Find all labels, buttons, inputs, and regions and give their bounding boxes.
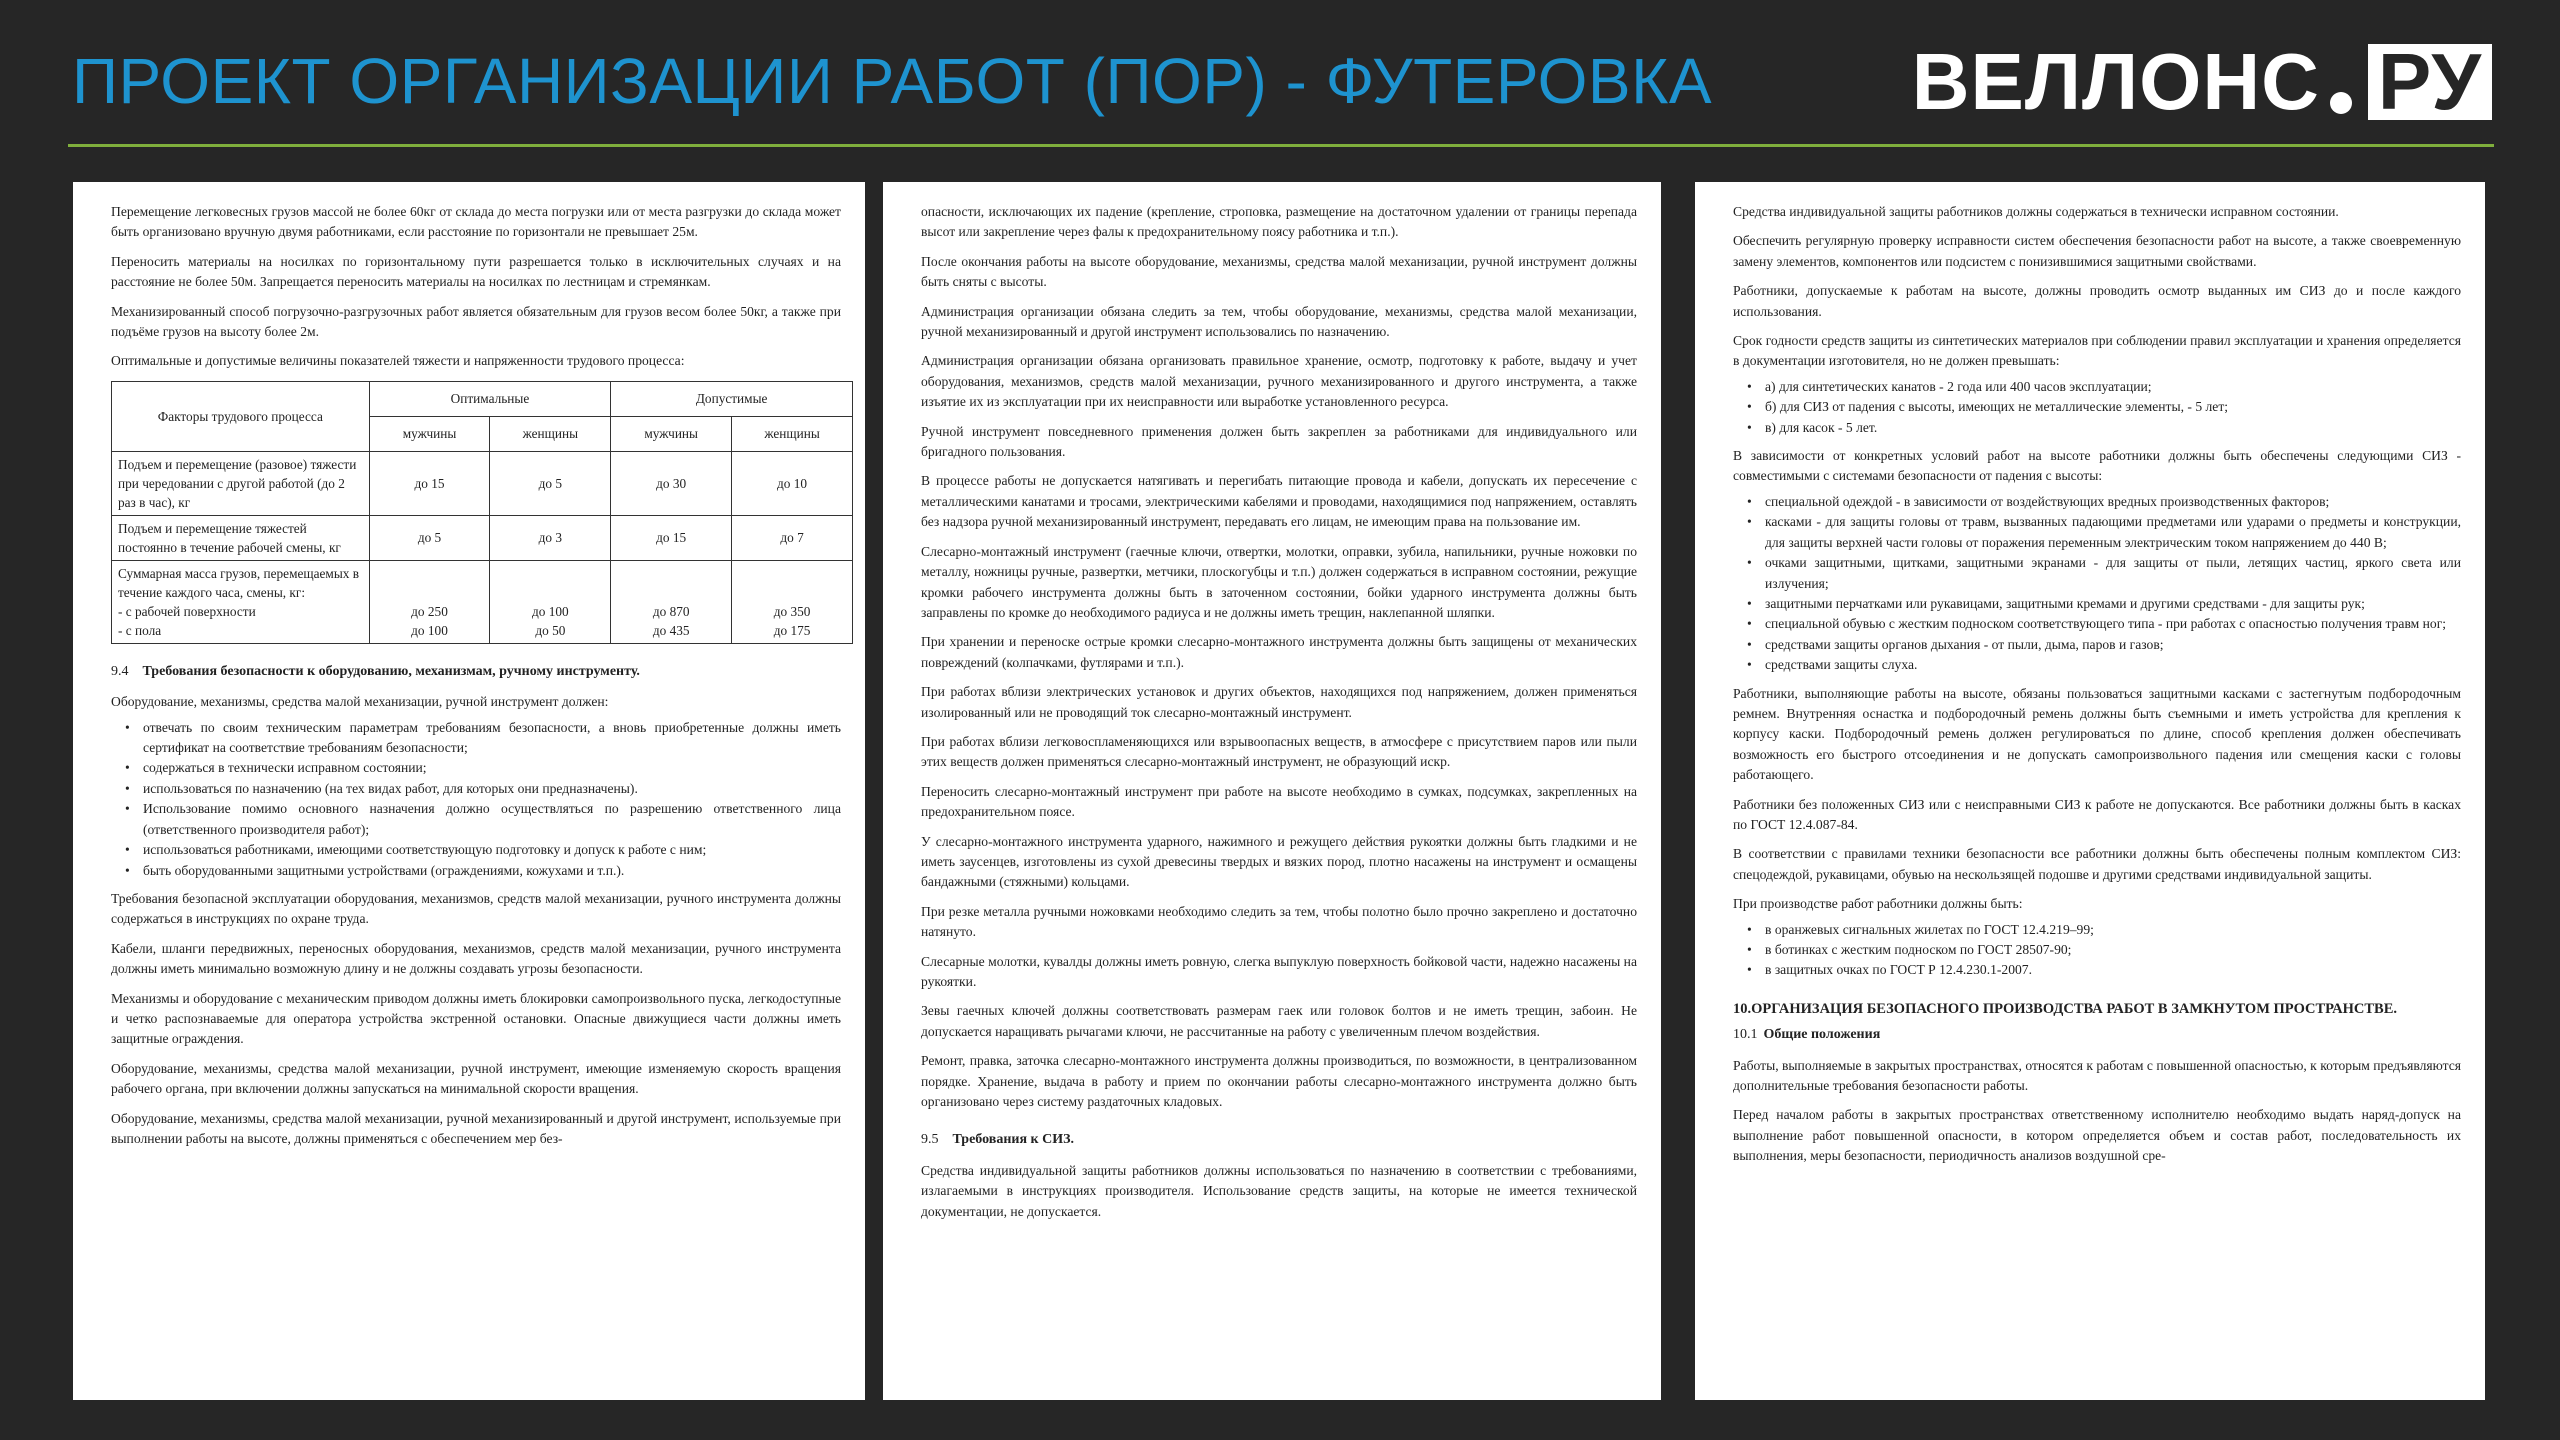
header-men: мужчины	[611, 416, 732, 451]
list-item: • защитными перчатками или рукавицами, защитными кремами и другими средствами - для защиты рук;	[1733, 594, 2461, 614]
paragraph: Средства индивидуальной защиты работников должны использоваться по назначению в соответствии с требованиями, излагаемыми в инструкциях производителя. Использование средств защиты, на которые не имеется технической документации, не допускается.	[921, 1162, 1637, 1219]
list-item: • отвечать по своим техническим параметрам требованиям безопасности, а вновь приобретенные должны иметь сертификат на соответствие требованиям безопасности;	[111, 718, 841, 759]
paragraph: Ручной инструмент повседневного применения должен быть закреплен за работниками для индивидуального или бригадного пользования.	[921, 423, 1637, 460]
cell: до 30	[611, 451, 732, 515]
list-item: • содержаться в технически исправном состоянии;	[111, 758, 841, 778]
workload-table	[111, 381, 853, 644]
paragraph: Оборудование, механизмы, средства малой механизации, ручной инструмент, имеющие изменяемую скорость вращения рабочего органа, при включении должны запускаться на минимальной скорости вращения.	[111, 1060, 841, 1097]
list-item: • в ботинках с жестким подноском по ГОСТ 28507-90;	[1733, 940, 2461, 960]
logo-text: ВЕЛЛОНС	[1911, 37, 2320, 126]
paragraph: При резке металла ручными ножовками необходимо следить за тем, чтобы полотно было прочно закреплено и достаточно натянуто.	[921, 903, 1637, 940]
document-page-1[interactable]	[73, 182, 865, 1400]
paragraph: Требования безопасной эксплуатации оборудования, механизмов, средств малой механизации, ручного инструмента должны содержаться в инструкциях по охране труда.	[111, 890, 841, 927]
paragraph: Ремонт, правка, заточка слесарно-монтажного инструмента должны производиться, по возможности, в централизованном порядке. Хранение, выдача в работу и прием по окончании работы слесарно-монтажного инструмента должно быть организовано через систему раздаточных кладовых.	[921, 1053, 1637, 1110]
paragraph: Зевы гаечных ключей должны соответствовать размерам гаек или головок болтов и не иметь трещин, забоин. Не допускается наращивать рычагами ключи, не рассчитанные на работу с увеличенным плечом воздействия.	[921, 1003, 1637, 1039]
row-label: Подъем и перемещение (разовое) тяжести при чередовании с другой работой (до 2 раз в час), кг	[112, 451, 370, 515]
list-item: • б) для СИЗ от падения с высоты, имеющих не металлические элементы, - 5 лет;	[1733, 397, 2461, 417]
paragraph: Срок годности средств защиты из синтетических материалов при соблюдении правил эксплуатации и хранения определяется в документации изготовителя, но не должен превышать:	[1733, 333, 2461, 369]
paragraph: Работники, выполняющие работы на высоте, обязаны пользоваться защитными касками с застегнутым подбородочным ремнем. Внутренняя оснастка и подбородочный ремень должны быть съемными и иметь устройства для крепления к корпусу каски. Подбородочный ремень должен регулироваться по длине, способ крепления должен обеспечивать возможность его быстрого отсоединения и не допускать самопроизвольного падения или смещения каски с головы работающего.	[1733, 685, 2461, 783]
cell: до 7	[732, 515, 853, 560]
paragraph: Работы, выполняемые в закрытых пространствах, относятся к работам с повышенной опасностью, к которым предъявляются дополнительные требования безопасности работы.	[1733, 1057, 2461, 1094]
row-label-sub: - с рабочей поверхности	[118, 603, 256, 619]
paragraph: В процессе работы не допускается натягивать и перегибать питающие провода и кабели, допускать их пересечение с металлическими канатами и тросами, электрическими кабелями и проводами, находящимися под напряжением, оставлять без надзора ручной механизированный инструмент, передавать его лицам, не имеющим права на пользование им.	[921, 473, 1637, 530]
list-item: • быть оборудованными защитными устройствами (ограждениями, кожухами и т.п.).	[111, 861, 841, 881]
header-women: женщины	[490, 416, 611, 451]
document-page-2[interactable]	[883, 182, 1661, 1400]
row-label-main: Суммарная масса грузов, перемещаемых в течение каждого часа, смены, кг:	[118, 565, 360, 600]
paragraph: Перед началом работы в закрытых пространствах ответственному исполнителю необходимо выдать наряд-допуск на выполнение работ повышенной опасности, в котором определяется объем и состав работ, последовательность их выполнения, меры безопасности, периодичность анализов воздушной сре-	[1733, 1107, 2461, 1164]
list-item: • а) для синтетических канатов - 2 года или 400 часов эксплуатации;	[1733, 377, 2461, 397]
list-item: • очками защитными, щитками, защитными экранами - для защиты от пыли, летящих частиц, яркого света или излучения;	[1733, 553, 2461, 594]
paragraph: Оптимальные и допустимые величины показателей тяжести и напряженности трудового процесса:	[111, 353, 685, 369]
paragraph: Механизированный способ погрузочно-разгрузочных работ является обязательным для грузов весом более 50кг, а также при подъёме грузов на высоту более 2м.	[111, 303, 841, 340]
cell: до 5	[490, 451, 611, 515]
paragraph: При производстве работ работники должны быть:	[1733, 896, 2023, 912]
header-divider	[68, 144, 2494, 147]
page-title: ПРОЕКТ ОРГАНИЗАЦИИ РАБОТ (ПОР) - ФУТЕРОВКА	[72, 45, 1713, 117]
cell: до 250 до 100	[369, 560, 490, 643]
paragraph: Оборудование, механизмы, средства малой механизации, ручной механизированный и другой инструмент, используемые при выполнении работы на высоте, должны применяться с обеспечением мер без-	[111, 1110, 841, 1146]
table-row	[112, 515, 853, 560]
logo-domain: РУ	[2368, 44, 2492, 120]
paragraph: После окончания работы на высоте оборудование, механизмы, средства малой механизации, ручной инструмент должны быть сняты с высоты.	[921, 253, 1637, 290]
header-factor: Факторы трудового процесса	[112, 381, 370, 451]
section-heading-9-5: 9.5 Требования к СИЗ.	[921, 1132, 1074, 1148]
section-heading-10-1: 10.1 Общие положения	[1733, 1027, 1881, 1043]
gear-list	[1733, 920, 2461, 981]
section-heading-10: 10.ОРГАНИЗАЦИЯ БЕЗОПАСНОГО ПРОИЗВОДСТВА РАБОТ В ЗАМКНУТОМ ПРОСТРАНСТВЕ.	[1733, 1000, 2398, 1017]
header-allowed: Допустимые	[611, 381, 853, 416]
list-item: • использоваться по назначению (на тех видах работ, для которых они предназначены).	[111, 779, 841, 799]
list-item: • средствами защиты слуха.	[1733, 655, 2461, 675]
list-item: • в оранжевых сигнальных жилетах по ГОСТ 12.4.219–99;	[1733, 920, 2461, 940]
paragraph: Администрация организации обязана организовать правильное хранение, осмотр, подготовку к работе, выдачу и учет оборудования, механизмов, средств малой механизации, ручного механизированного и другого инструмента, а также изъятие их из эксплуатации при их неисправности или выработке установленного ресурса.	[921, 353, 1637, 410]
paragraph: В зависимости от конкретных условий работ на высоте работники должны быть обеспечены следующими СИЗ - совместимыми с системами безопасности от падения с высоты:	[1733, 448, 2461, 484]
logo[interactable]	[1911, 37, 2492, 126]
paragraph: При работах вблизи электрических установок и других объектов, находящихся под напряжением, должен применяться изолированный или не проводящий ток слесарно-монтажный инструмент.	[921, 684, 1637, 720]
paragraph: У слесарно-монтажного инструмента ударного, нажимного и режущего действия рукоятки должны быть гладкими и не иметь заусенцев, изготовлены из сухой древесины твердых и вязких пород, плотно насажены на инструмент и осмащены бандажными (стяжными) кольцами.	[921, 833, 1637, 890]
paragraph: опасности, исключающих их падение (крепление, строповка, размещение на достаточном удалении от границы перепада высот или закрепление через фалы к предохранительному поясу работника и т.п.).	[921, 204, 1637, 240]
table-header-row	[112, 381, 853, 416]
paragraph: Переносить слесарно-монтажный инструмент при работе на высоте необходимо в сумках, подсумках, закрепленных на предохранительном поясе.	[921, 783, 1637, 820]
list-item: • Использование помимо основного назначения должно осуществляться по разрешению ответственного лица (ответственного производителя работ);	[111, 799, 841, 840]
list-item: • специальной одеждой - в зависимости от воздействующих вредных производственных факторов;	[1733, 492, 2461, 512]
cell: до 5	[369, 515, 490, 560]
cell: до 100 до 50	[490, 560, 611, 643]
paragraph: Средства индивидуальной защиты работников должны содержаться в технически исправном состоянии.	[1733, 204, 2339, 219]
document-page-3[interactable]	[1695, 182, 2485, 1400]
cell: до 10	[732, 451, 853, 515]
paragraph: Кабели, шланги передвижных, переносных оборудования, механизмов, средств малой механизации, ручного инструмента должны иметь минимально возможную длину и не должны создавать угрозы безопасности.	[111, 940, 841, 977]
row-label-sub: - с пола	[118, 622, 162, 638]
list-item: • средствами защиты органов дыхания - от пыли, дыма, паров и газов;	[1733, 635, 2461, 655]
paragraph: Оборудование, механизмы, средства малой механизации, ручной инструмент должен:	[111, 694, 609, 710]
logo-dot-icon	[2330, 92, 2352, 114]
paragraph: Обеспечить регулярную проверку исправности систем обеспечения безопасности работ на высоте, а также своевременную замену элементов, компонентов или подсистем с понизившимися защитными свойствами.	[1733, 233, 2461, 269]
header	[72, 37, 2492, 140]
paragraph: При хранении и переноске острые кромки слесарно-монтажного инструмента должны быть защищены от механических повреждений (колпачками, футлярами и т.п.).	[921, 634, 1637, 670]
row-label: Подъем и перемещение тяжестей постоянно в течение рабочей смены, кг	[112, 515, 370, 560]
header-women: женщины	[732, 416, 853, 451]
row-label	[112, 560, 370, 643]
paragraph: В соответствии с правилами техники безопасности все работники должны быть обеспечены полным комплектом СИЗ: спецодеждой, рукавицами, обувью на нескользящей подошве и другими средствами индивидуальной защиты.	[1733, 846, 2461, 882]
paragraph: Администрация организации обязана следить за тем, чтобы оборудование, механизмы, средства малой механизации, ручной механизированный и другой инструмент использовались по назначению.	[921, 303, 1637, 340]
cell: до 15	[611, 515, 732, 560]
table-row	[112, 451, 853, 515]
paragraph: Переносить материалы на носилках по горизонтальному пути разрешается только в исключительных случаях и на расстояние не более 50м. Запрещается переносить материалы на носилках по лестницам и стремянкам.	[111, 253, 841, 290]
cell: до 15	[369, 451, 490, 515]
list-item: • использоваться работниками, имеющими соответствующую подготовку и допуск к работе с ним;	[111, 840, 841, 860]
paragraph: При работах вблизи легковоспламеняющихся или взрывоопасных веществ, в атмосфере с присутствием паров или пыли этих веществ должен применяться слесарно-монтажный инструмент, не образующий искр.	[921, 733, 1637, 770]
expiry-list	[1733, 377, 2461, 438]
table-row	[112, 560, 853, 643]
paragraph: Механизмы и оборудование с механическим приводом должны иметь блокировки самопроизвольного пуска, легкодоступные и четко распознаваемые для оператора устройства экстренной остановки. Опасные движущиеся части должны иметь защитные ограждения.	[111, 990, 841, 1047]
paragraph: Перемещение легковесных грузов массой не более 60кг от склада до места погрузки или от места разгрузки до склада может быть организовано вручную двумя работниками, если расстояние по горизонтали не превышает 25м.	[111, 204, 841, 240]
paragraph: Работники без положенных СИЗ или с неисправными СИЗ к работе не допускаются. Все работники должны быть в касках по ГОСТ 12.4.087-84.	[1733, 796, 2461, 832]
list-item: • специальной обувью с жестким подноском соответствующего типа - при работах с опасностью получения травм ног;	[1733, 614, 2461, 634]
section-heading-9-4: 9.4 Требования безопасности к оборудованию, механизмам, ручному инструменту.	[111, 663, 640, 679]
cell: до 870 до 435	[611, 560, 732, 643]
header-optimal: Оптимальные	[369, 381, 611, 416]
list-item: • касками - для защиты головы от травм, вызванных падающими предметами или ударами о предметы и конструкции, для защиты верхней части головы от поражения переменным электрическим током напряжением до 440 В;	[1733, 512, 2461, 553]
paragraph: Слесарные молотки, кувалды должны иметь ровную, слегка выпуклую поверхность бойковой части, надежно насажены на рукоятки.	[921, 953, 1637, 989]
header-men: мужчины	[369, 416, 490, 451]
paragraph: Слесарно-монтажный инструмент (гаечные ключи, отвертки, молотки, оправки, зубила, напильники, ручные ножовки по металлу, ножницы ручные, развертки, метчики, плоскогубцы и т.п.) должен содержаться в исправном состоянии, режущие кромки рабочего инструмента должны быть в заточенном состоянии, бойки ударного инструмента должны быть заправлены по кромке до необходимого радиуса и не должны иметь трещин, наклепанной шляпки.	[921, 543, 1637, 620]
list-item: • в защитных очках по ГОСТ Р 12.4.230.1-2007.	[1733, 960, 2461, 980]
cell: до 3	[490, 515, 611, 560]
requirements-list	[111, 718, 841, 881]
list-item: • в) для касок - 5 лет.	[1733, 418, 2461, 438]
cell: до 350 до 175	[732, 560, 853, 643]
paragraph: Работники, допускаемые к работам на высоте, должны проводить осмотр выданных им СИЗ до и после каждого использования.	[1733, 283, 2461, 319]
ppe-list	[1733, 492, 2461, 676]
